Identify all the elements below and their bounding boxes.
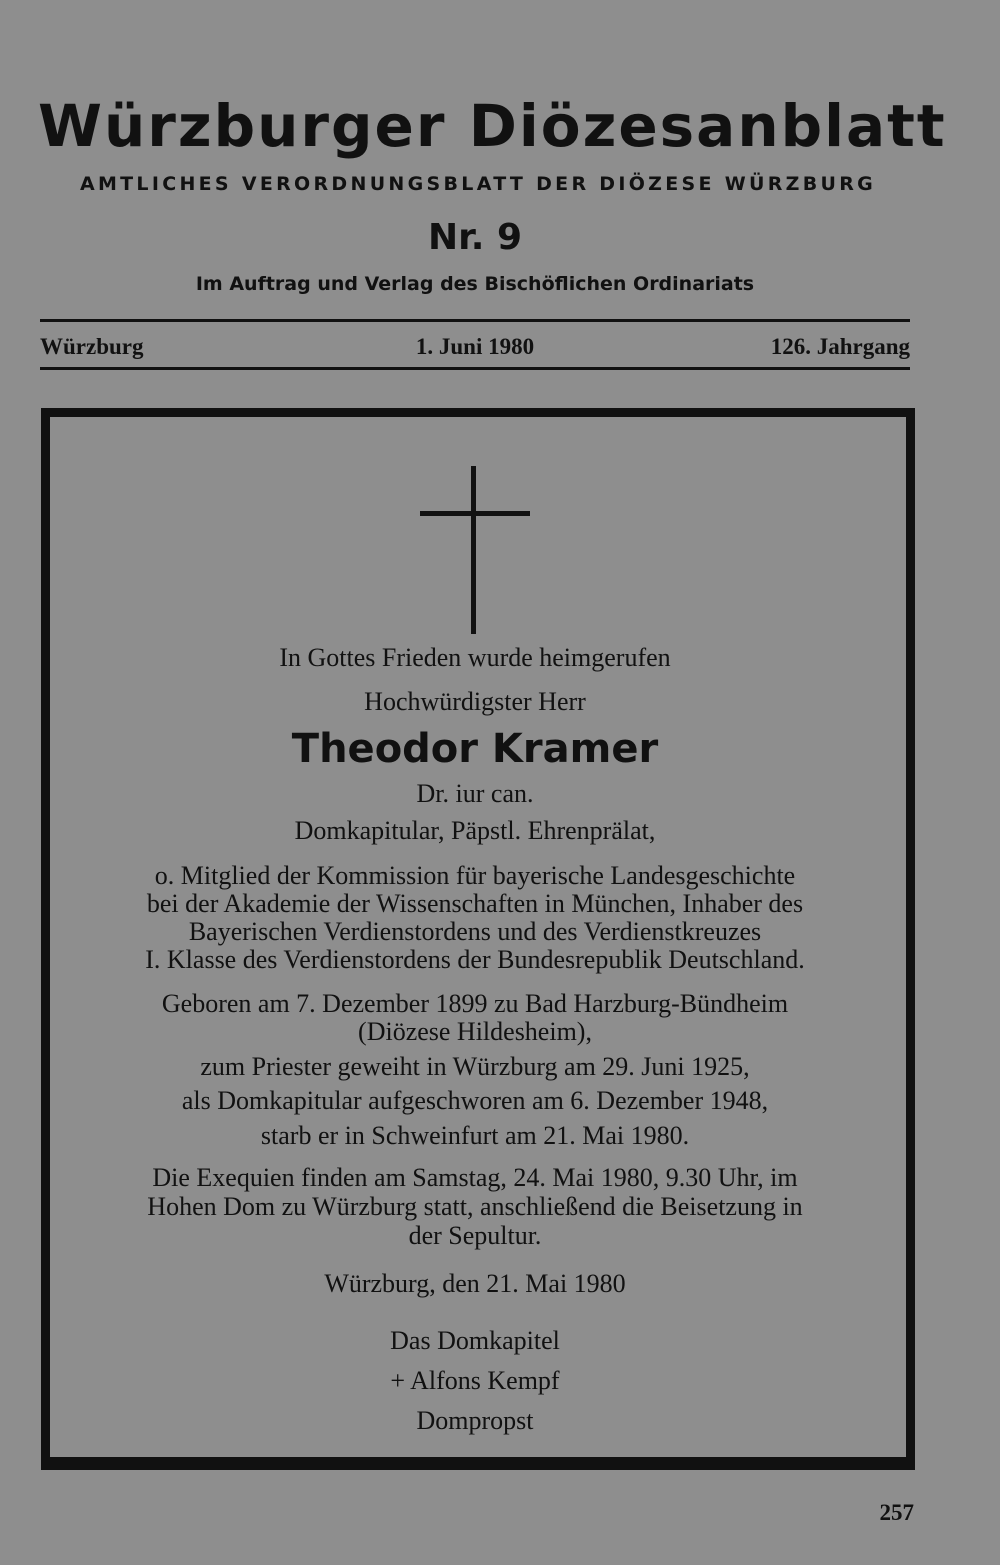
masthead-title: Würzburger Diözesanblatt bbox=[38, 92, 947, 160]
notice-degree: Dr. iur can. bbox=[416, 779, 534, 808]
notice-place-date: Würzburg, den 21. Mai 1980 bbox=[324, 1269, 626, 1298]
funeral-line: Hohen Dom zu Würzburg statt, anschließend die Beisetzung in bbox=[147, 1192, 803, 1221]
dateline-date: 1. Juni 1980 bbox=[415, 334, 535, 359]
signature-body: Das Domkapitel bbox=[390, 1326, 560, 1355]
signature-role: Dompropst bbox=[416, 1406, 534, 1435]
cross-icon bbox=[420, 466, 530, 634]
dateline-top-rule bbox=[40, 319, 910, 322]
dateline-place: Würzburg bbox=[40, 334, 144, 359]
biography-line: starb er in Schweinfurt am 21. Mai 1980. bbox=[260, 1121, 690, 1150]
signature-signer: + Alfons Kempf bbox=[390, 1366, 560, 1395]
issue-number: Nr. 9 bbox=[427, 217, 522, 258]
funeral-line: der Sepultur. bbox=[408, 1221, 542, 1250]
membership-line: bei der Akademie der Wissenschaften in München, Inhaber des bbox=[146, 889, 804, 918]
publisher-line: Im Auftrag und Verlag des Bischöflichen Ordinariats bbox=[195, 273, 755, 295]
funeral-line: Die Exequien finden am Samstag, 24. Mai 1980, 9.30 Uhr, im bbox=[152, 1163, 798, 1192]
dateline-bottom-rule bbox=[40, 367, 910, 370]
notice-intro: In Gottes Frieden wurde heimgerufen bbox=[279, 643, 671, 672]
biography-line: als Domkapitular aufgeschworen am 6. Dezember 1948, bbox=[181, 1086, 769, 1115]
biography-line: zum Priester geweiht in Würzburg am 29. Juni 1925, bbox=[200, 1052, 750, 1081]
dateline-volume: 126. Jahrgang bbox=[770, 334, 910, 359]
membership-line: o. Mitglied der Kommission für bayerische Landesgeschichte bbox=[154, 861, 796, 890]
notice-honorific: Hochwürdigster Herr bbox=[364, 687, 586, 716]
masthead-subtitle: AMTLICHES VERORDNUNGSBLATT DER DIÖZESE WÜRZBURG bbox=[79, 173, 877, 195]
biography-line: (Diözese Hildesheim), bbox=[358, 1017, 592, 1046]
page-number: 257 bbox=[879, 1500, 914, 1525]
membership-line: Bayerischen Verdienstordens und des Verdienstkreuzes bbox=[188, 917, 762, 946]
biography-line: Geboren am 7. Dezember 1899 zu Bad Harzburg-Bündheim bbox=[161, 989, 789, 1018]
deceased-name: Theodor Kramer bbox=[291, 726, 659, 772]
notice-titles: Domkapitular, Päpstl. Ehrenprälat, bbox=[294, 816, 656, 845]
membership-line: I. Klasse des Verdienstordens der Bundesrepublik Deutschland. bbox=[145, 945, 805, 974]
